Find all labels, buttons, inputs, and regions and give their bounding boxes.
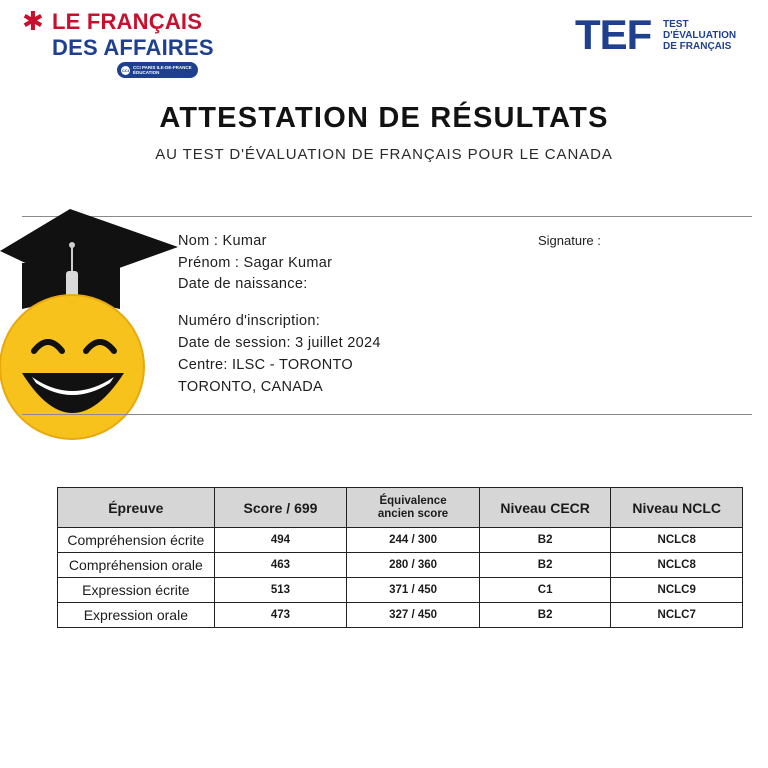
cell-cecr: B2 xyxy=(479,553,611,578)
tef-caption xyxy=(663,19,736,52)
cell-score: 494 xyxy=(214,528,347,553)
cell-equivalence: 280 / 360 xyxy=(347,553,480,578)
logo-line-1: LE FRANÇAIS xyxy=(52,9,203,34)
table-row xyxy=(58,603,743,628)
tef-caption-line1: TEST xyxy=(663,19,689,30)
cell-nclc: NCLC7 xyxy=(611,603,743,628)
table-row xyxy=(58,553,743,578)
results-header-row xyxy=(58,488,743,528)
cell-cecr: B2 xyxy=(479,603,611,628)
cell-epreuve: Compréhension orale xyxy=(58,553,215,578)
document-subtitle: AU TEST D'ÉVALUATION DE FRANÇAIS POUR LE CANADA xyxy=(155,146,613,163)
cell-equivalence: 371 / 450 xyxy=(347,578,480,603)
candidate-date-session: Date de session: 3 juillet 2024 xyxy=(178,335,381,351)
cell-cecr: B2 xyxy=(479,528,611,553)
header-equivalence-line2: ancien score xyxy=(377,507,449,520)
cell-epreuve: Compréhension écrite xyxy=(58,528,215,553)
candidate-ville: TORONTO, CANADA xyxy=(178,379,323,395)
table-row xyxy=(58,528,743,553)
tef-caption-line3: DE FRANÇAIS xyxy=(663,41,732,52)
le-francais-des-affaires-logo xyxy=(22,8,222,78)
cell-nclc: NCLC8 xyxy=(611,528,743,553)
cci-mark: CCI xyxy=(122,67,129,73)
candidate-nom: Nom : Kumar xyxy=(178,233,267,249)
cell-cecr: C1 xyxy=(479,578,611,603)
header-nclc: Niveau NCLC xyxy=(611,488,743,528)
document-title: ATTESTATION DE RÉSULTATS xyxy=(159,102,609,134)
cell-epreuve: Expression orale xyxy=(58,603,215,628)
candidate-numero-inscription: Numéro d'inscription: xyxy=(178,313,321,329)
header-epreuve: Épreuve xyxy=(58,488,215,528)
asterisk-star-icon: ✱ xyxy=(22,6,44,36)
tef-acronym: TEF xyxy=(575,11,652,58)
table-row xyxy=(58,578,743,603)
tef-caption-line2: D'ÉVALUATION xyxy=(663,30,737,41)
signature-label: Signature : xyxy=(538,233,601,248)
results-table xyxy=(57,487,743,628)
graduation-cap-smiley-icon xyxy=(0,205,178,440)
cci-badge-line2: ÉDUCATION xyxy=(133,70,160,75)
cell-score: 473 xyxy=(214,603,347,628)
candidate-centre: Centre: ILSC - TORONTO xyxy=(178,357,354,373)
cell-epreuve: Expression écrite xyxy=(58,578,215,603)
cci-badge xyxy=(117,62,198,78)
cell-score: 513 xyxy=(214,578,347,603)
cci-badge-line1: CCI PARIS ILE-DE-FRANCE xyxy=(133,65,192,70)
bottom-divider xyxy=(22,414,752,415)
cell-nclc: NCLC8 xyxy=(611,553,743,578)
candidate-date-naissance: Date de naissance: xyxy=(178,276,308,292)
tef-logo xyxy=(575,11,755,58)
cell-equivalence: 327 / 450 xyxy=(347,603,480,628)
header-equivalence xyxy=(347,488,480,528)
cell-equivalence: 244 / 300 xyxy=(347,528,480,553)
cell-score: 463 xyxy=(214,553,347,578)
header-cecr: Niveau CECR xyxy=(479,488,611,528)
cell-nclc: NCLC9 xyxy=(611,578,743,603)
header-score: Score / 699 xyxy=(214,488,347,528)
candidate-prenom: Prénom : Sagar Kumar xyxy=(178,255,333,271)
header-equivalence-line1: Équivalence xyxy=(379,494,447,507)
logo-line-2: DES AFFAIRES xyxy=(52,35,214,60)
